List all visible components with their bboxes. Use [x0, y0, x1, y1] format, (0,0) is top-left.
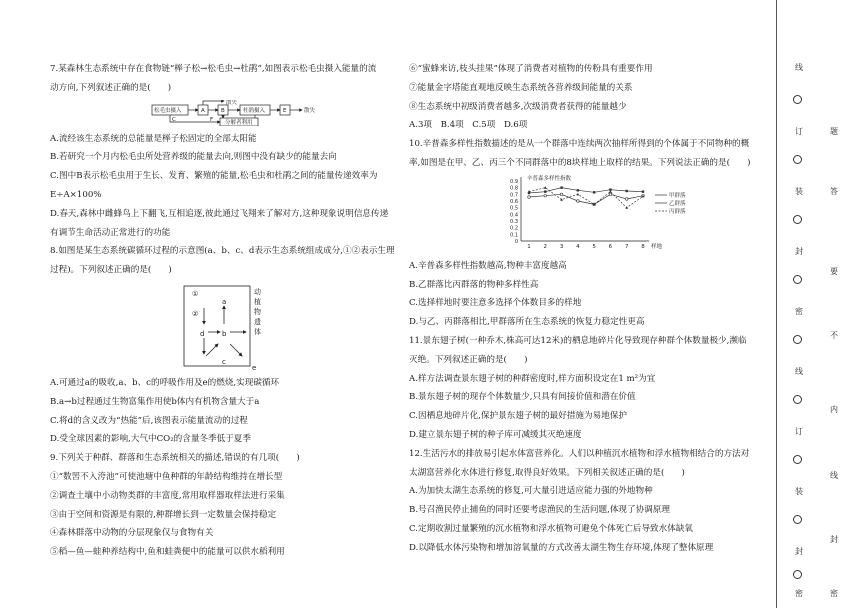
label-f: F	[210, 116, 214, 123]
label-e: e	[252, 363, 257, 372]
q10-option-a: A.辛普森多样性指数越高,物种丰富度越高	[409, 260, 567, 271]
q12-option-d: D.以降低水体污染物和增加溶氧量的方式改善太湖生物生存环境,体现了整体原理	[409, 542, 714, 553]
x-tick-label: 6	[608, 243, 613, 250]
simpson-chart-svg	[499, 173, 739, 253]
binding-hole	[793, 395, 802, 404]
q10-option-c: C.选择样地时要注意多选择个体数目多的样地	[409, 298, 582, 309]
q9-options: A.3项 B.4项 C.5项 D.6项	[409, 120, 528, 131]
x-tick-label: 8	[641, 243, 645, 250]
q12-stem: 12.生活污水的排放易引起水体富营养化。人们以种植沉水植物和浮水植物相结合的方法对	[409, 448, 750, 459]
q7-stem: 7.某森林生态系统中存在食物链“榉子松→松毛虫→杜鹃”,如图表示松毛虫摄入能量的流	[50, 64, 377, 74]
binding-char: 封	[795, 547, 803, 556]
carbon-cycle-diagram	[180, 284, 300, 372]
y-tick-label: 0.4	[510, 212, 518, 219]
binding-hole	[793, 275, 802, 284]
binding-char: 装	[795, 487, 803, 496]
q10-stem-cont: 率,如图是在甲、乙、丙三个不同群落中的8块样地上取样的结果。下列说法正确的是( )	[409, 157, 751, 168]
label-lost-right: 散失	[304, 107, 316, 114]
q8-option-d: D.受全球因素的影响,大气中CO₂的含量冬季低于夏季	[50, 434, 251, 445]
q7-option-d: D.春天,森林中雌蜂鸟上下翻飞,互相追逐,彼此通过飞翔来了解对方,这种现象说明信息传递	[50, 208, 389, 219]
q9-item-2: ②调查土壤中小动物类群的丰富度,常用取样器取样法进行采集	[50, 490, 285, 501]
binding-hole	[793, 155, 802, 164]
data-point	[576, 193, 579, 196]
q7-option-d-cont: 有调节生命活动正常进行的功能	[50, 227, 171, 238]
binding-char: 订	[795, 427, 803, 436]
y-tick-label: 0.7	[510, 192, 518, 199]
q11-option-c: C.因栖息地碎片化,保护景东翅子树的最好措施为易地保护	[409, 411, 627, 422]
left-column	[50, 60, 402, 562]
q8-option-c: C.将d的含义改为“热能”后,该图表示能量流动的过程	[50, 415, 248, 426]
q12-option-a: A.为加快太湖生态系统的修复,可大量引进适应能力强的外地物种	[409, 486, 653, 497]
binding-notice-char: 密	[830, 589, 838, 598]
label-c: c	[222, 357, 226, 366]
q9-item-4: ④森林群落中动物的分层现象仅与食物有关	[50, 528, 214, 539]
label-decomposer: 分解者利用	[225, 119, 253, 126]
y-tick-label: 0.6	[510, 198, 518, 205]
label-d: d	[200, 329, 205, 338]
data-point	[593, 191, 595, 193]
simpson-index-chart	[499, 173, 739, 253]
binding-hole	[793, 335, 802, 344]
data-point	[626, 190, 628, 192]
q9-item-5: ⑤稻—鱼—蛙种养结构中,鱼和蛙粪便中的能量可以供水稻利用	[50, 547, 285, 558]
q12-stem-cont: 太湖富营养化水体进行修复,取得良好效果。下列相关叙述正确的是( )	[409, 467, 685, 478]
x-tick-label: 5	[592, 243, 596, 250]
q10-option-d: D.与乙、丙群落相比,甲群落所在生态系统的恢复力稳定性更高	[409, 317, 645, 328]
x-tick-label: 7	[624, 243, 629, 250]
right-column	[409, 60, 761, 558]
remains-char-3: 物	[254, 307, 261, 316]
binding-hole	[793, 515, 802, 524]
binding-char: 订	[795, 127, 803, 136]
data-point	[544, 190, 546, 192]
label-process-2: ②	[192, 309, 199, 318]
remains-char-2: 植	[254, 297, 261, 306]
binding-char: 装	[795, 187, 803, 196]
y-tick-label: 0	[514, 238, 518, 245]
energy-flow-diagram	[150, 100, 350, 126]
x-tick-label: 3	[559, 243, 564, 250]
q11-stem: 11.景东翅子树(一种乔木,株高可达12米)的栖息地碎片化导致现存种群个体数量极少,濒临	[409, 335, 747, 346]
data-point	[544, 194, 547, 197]
y-tick-label: 0.9	[510, 178, 518, 185]
q9-item-6: ⑥“蜜蜂来访,枝头挂果”体现了消费者对植物的传粉具有重要作用	[409, 64, 653, 74]
binding-char: 密	[795, 589, 803, 598]
q7-option-b: B.若研究一个月内松毛虫所处营养级的能量去向,则图中没有缺少的能量去向	[50, 152, 337, 163]
label-pest-intake: 松毛虫摄入	[154, 107, 182, 114]
x-tick-label: 2	[543, 243, 548, 250]
data-point	[625, 197, 628, 200]
q7-option-c-cont: E÷A×100%	[50, 189, 102, 200]
label-cuckoo-intake: 杜鹃摄入	[243, 107, 266, 114]
binding-margin	[776, 0, 860, 608]
q11-option-d: D.建立景东翅子树的种子库可减缓其灭绝速度	[409, 429, 582, 440]
label-process-1: ①	[192, 289, 199, 298]
binding-hole	[793, 570, 802, 579]
carbon-cycle-svg	[180, 284, 300, 372]
label-a: a	[222, 297, 227, 306]
q9-item-3: ③由于空间和资源是有限的,种群增长到一定数量会保持稳定	[50, 509, 277, 520]
binding-hole	[793, 215, 802, 224]
remains-char-4: 遗	[254, 317, 261, 326]
data-point	[560, 186, 562, 188]
binding-notice-char: 内	[830, 405, 838, 414]
remains-char-1: 动	[254, 287, 261, 296]
q11-option-a: A.样方法调查景东翅子树的种群密度时,样方面积设定在1 m²为宜	[409, 373, 656, 384]
binding-notice-char: 线	[830, 471, 838, 480]
q9-item-8: ⑧生态系统中初级消费者越多,次级消费者获得的能量越少	[409, 101, 627, 112]
x-tick-label: 4	[576, 243, 580, 250]
energy-flow-svg	[150, 100, 350, 126]
chart-title: 辛普森多样性指数	[527, 175, 572, 182]
x-axis-label: 样地	[651, 243, 663, 250]
binding-char: 线	[795, 367, 803, 376]
binding-notice-char: 答	[830, 187, 838, 196]
label-b: b	[222, 329, 227, 338]
binding-notice-char: 不	[830, 331, 838, 340]
y-tick-label: 0.3	[510, 218, 518, 225]
binding-notice-char: 题	[830, 127, 838, 136]
binding-char: 封	[795, 247, 803, 256]
y-tick-label: 0.8	[510, 185, 518, 192]
data-point	[528, 195, 531, 198]
remains-char-5: 体	[254, 327, 261, 336]
binding-hole	[793, 455, 802, 464]
q12-option-b: B.号召渔民停止捕鱼的同时还要考虑渔民的生活问题,体现了协调原理	[409, 505, 670, 516]
binding-char: 线	[795, 63, 803, 72]
q9-item-1: ①“数罟不入洿池”可使池塘中鱼种群的年龄结构维持在增长型	[50, 471, 283, 482]
q8-stem-cont: 过程)。下列叙述正确的是( )	[50, 265, 172, 276]
q8-option-a: A.可通过a的吸收,a、b、c的呼吸作用及e的燃烧,实现碳循环	[50, 377, 280, 388]
legend-label: 乙群落	[669, 200, 686, 207]
q7-stem-cont: 动方向,下列叙述正确的是( )	[50, 82, 172, 93]
q9-stem: 9.下列关于种群、群落和生态系统相关的描述,错误的有几项( )	[50, 453, 300, 464]
label-b: B	[221, 107, 225, 114]
legend-label: 丙群落	[669, 208, 686, 215]
q9-item-7: ⑦能量金字塔能直观地反映生态系统各营养级间能量的关系	[409, 82, 633, 93]
label-e: E	[283, 107, 287, 114]
data-point	[642, 190, 644, 192]
data-point	[577, 189, 579, 191]
data-point	[544, 186, 547, 189]
q7-option-c: C.图中B表示松毛虫用于生长、发育、繁殖的能量,松毛虫和杜鹃之间的能量传递效率为	[50, 171, 378, 182]
label-c: C	[172, 116, 176, 123]
data-point	[560, 193, 563, 196]
y-tick-label: 0.2	[510, 225, 518, 232]
data-point	[577, 199, 580, 202]
q11-stem-cont: 灭绝。下列叙述正确的是( )	[409, 354, 528, 365]
q11-option-b: B.景东翅子树的现存个体数量少,只具有间接价值和潜在价值	[409, 392, 636, 403]
q12-option-c: C.定期收割过量繁殖的沉水植物和浮水植物可避免个体死亡后导致水体缺氧	[409, 523, 694, 534]
binding-char: 密	[795, 307, 803, 316]
binding-notice-char: 封	[830, 535, 838, 544]
y-tick-label: 0.5	[510, 205, 518, 212]
label-a: A	[201, 107, 205, 114]
data-point	[625, 206, 628, 209]
binding-hole	[793, 95, 802, 104]
x-tick-label: 1	[527, 243, 531, 250]
q10-stem: 10.辛普森多样性指数描述的是从一个群落中连续两次抽样所得到的个体属于不同物种的概	[409, 139, 750, 150]
binding-notice-char: 要	[830, 267, 838, 276]
q8-stem: 8.如图是某生态系统碳循环过程的示意图(a、b、c、d表示生态系统组成成分,①②表示生理	[50, 246, 395, 257]
data-point	[609, 193, 612, 196]
label-lost-top: 散失	[226, 99, 238, 106]
q7-option-a: A.流经该生态系统的总能量是榉子松固定的全部太阳能	[50, 133, 257, 144]
y-tick-label: 0.1	[510, 232, 518, 239]
q10-option-b: B.乙群落比丙群落的物种多样性高	[409, 279, 539, 290]
legend-label: 甲群落	[669, 192, 686, 199]
q8-option-b: B.a→b过程通过生物富集作用使b体内有机物含量大于a	[50, 396, 260, 407]
